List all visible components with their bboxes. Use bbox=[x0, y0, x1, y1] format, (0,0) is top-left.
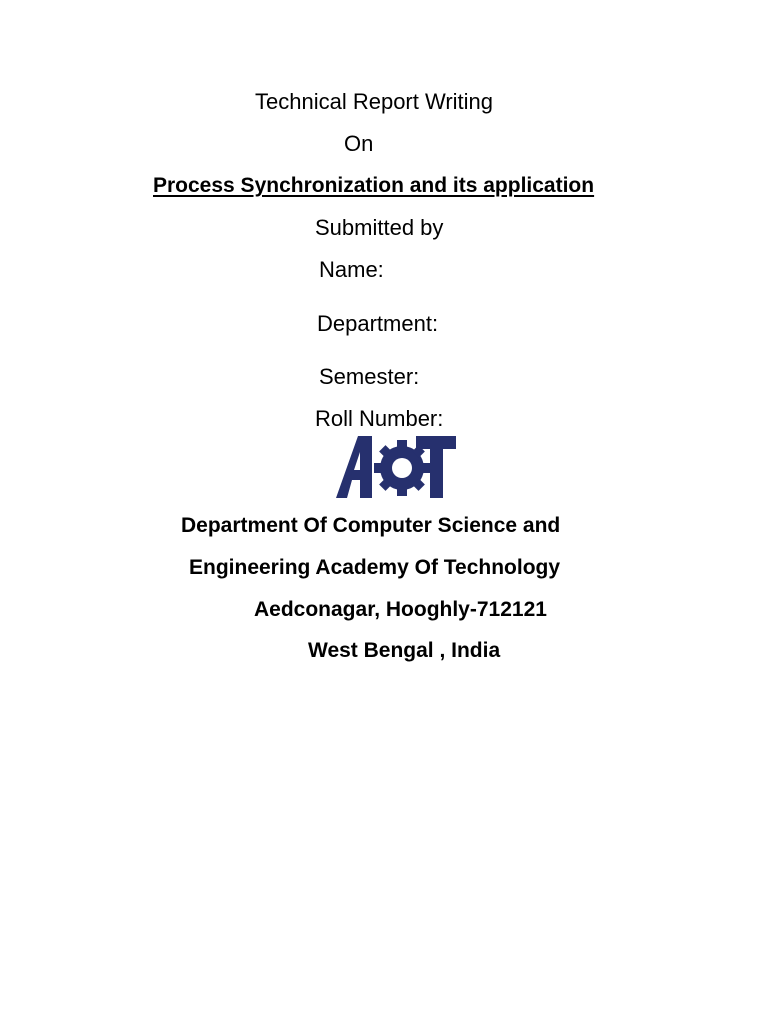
aot-logo bbox=[336, 436, 456, 498]
institution-line-2: Engineering Academy Of Technology bbox=[189, 556, 561, 579]
report-topic: Process Synchronization and its application bbox=[153, 174, 595, 197]
on-text: On bbox=[344, 131, 374, 156]
institution-state-country: West Bengal , India bbox=[308, 639, 501, 662]
institution-line-1: Department Of Computer Science and bbox=[181, 514, 561, 537]
roll-number-label: Roll Number: bbox=[315, 406, 444, 431]
report-heading: Technical Report Writing bbox=[255, 89, 494, 114]
institution-address: Aedconagar, Hooghly-712121 bbox=[254, 598, 547, 621]
semester-label: Semester: bbox=[319, 364, 420, 389]
logo-letter-a bbox=[336, 436, 372, 498]
department-label: Department: bbox=[317, 311, 439, 336]
name-label: Name: bbox=[319, 257, 384, 282]
submitted-by-text: Submitted by bbox=[315, 215, 444, 240]
